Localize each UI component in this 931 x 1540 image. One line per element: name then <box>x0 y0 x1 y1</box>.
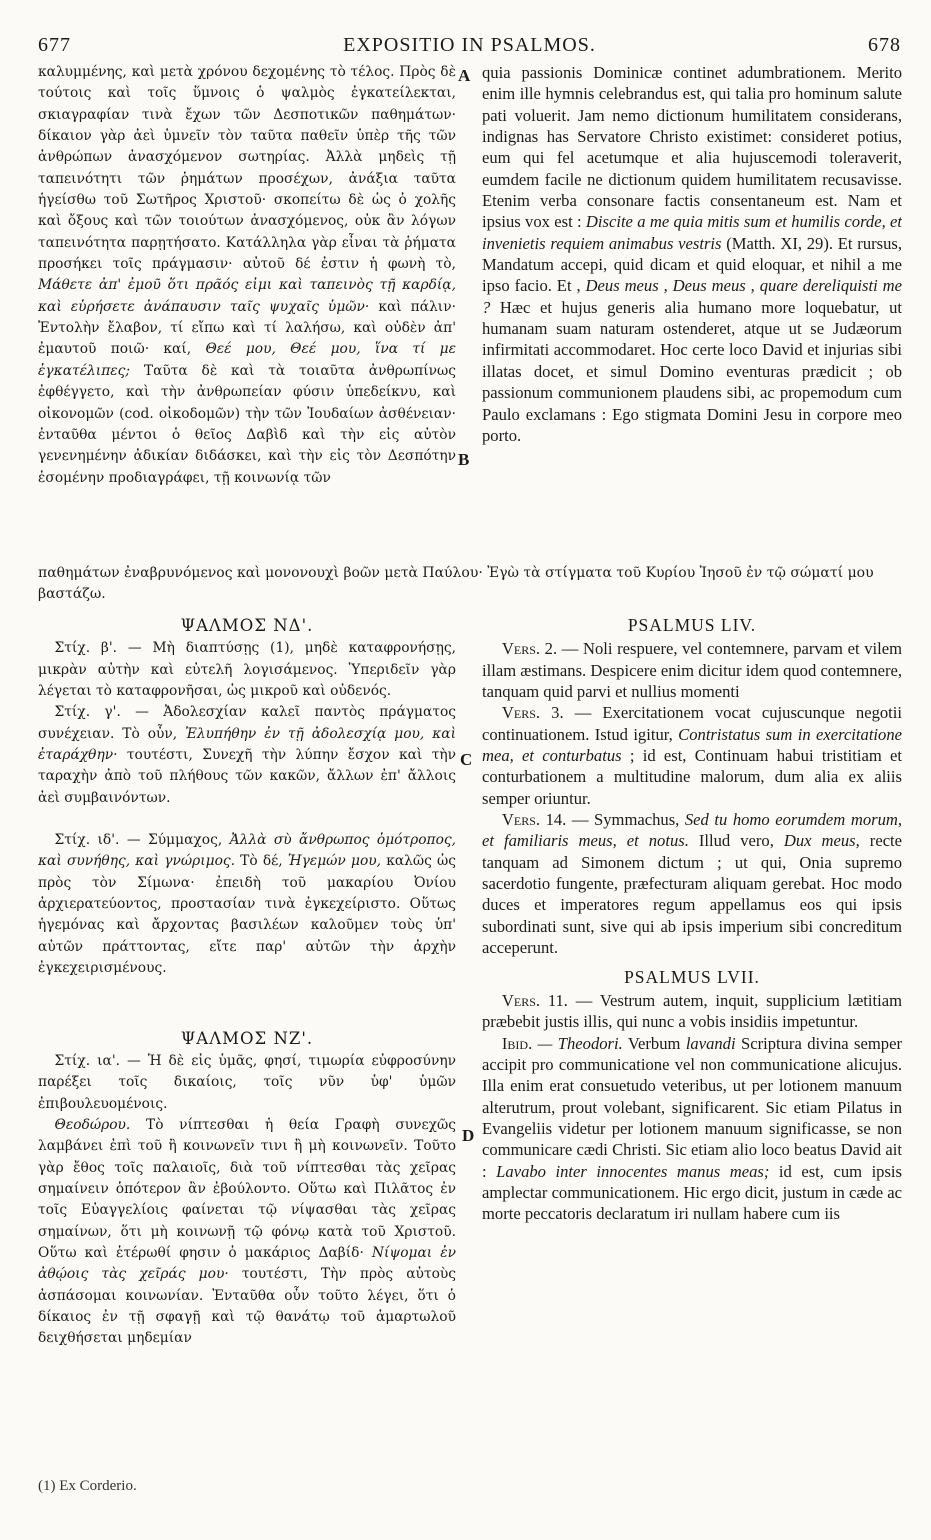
greek-column-bottom <box>38 607 456 1467</box>
greek-paragraph-intro: καλυμμένης, καὶ μετὰ χρόνου δεχομένης τὸ τέλος. Πρὸς δὲ τούτοις καὶ τοῖς ὕμνοις ὁ ψαλμὸς ἐγκατείλεκται, σκιαγραφίαν τινὰ ἔχων τῶν Δεσποτικῶν παθημάτων· δίκαιον γὰρ ἀεὶ ὑμνεῖν τὸν ταῦτα παθεῖν ὑπὲρ τῆς τῶν ἀνθρώπων ἀνασχόμενον σωτηρίας. Ἀλλὰ μηδεὶς τῇ ταπεινότητι τῶν ῥημάτων προσέχων, ἀνάξια ταῦτα ἡγείσθω τοῦ Σωτῆρος Χριστοῦ· σκοπείτω δὲ ὡς ὁ χολῆς καὶ ὄξους καὶ τῶν τοιούτων ἀνασχόμενος, οὐκ ἂν λόγων ταπεινότητα παρῃτήσατο. Κατάλληλα γὰρ εἶναι τὰ ῥήματα προσήκει τοῖς πράγμασιν· αὐτοῦ δέ ἐστιν ἡ φωνὴ τὸ, Μάθετε ἀπ' ἐμοῦ ὅτι πρᾶός εἰμι καὶ ταπεινὸς τῇ καρδίᾳ, καὶ εὑρήσετε ἀνάπαυσιν ταῖς ψυχαῖς ὑμῶν· καὶ πάλιν· Ἐντολὴν ἔλαβον, τί εἴπω καὶ τί λαλήσω, καὶ οὐδὲν ἀπ' ἐμαυτοῦ ποιῶ· καί, Θεέ μου, Θεέ μου, ἵνα τί με ἐγκατέλιπες; Ταῦτα δὲ καὶ τὰ τοιαῦτα ἀνθρωπίνως ἐφθέγγετο, καὶ τὴν ἀνθρωπείαν φύσιν ὑπεδείκνυ, καὶ οἰκονομῶν (cod. οἰκοδομῶν) τὴν τῶν Ἰουδαίων ἀσθένειαν· ἐνταῦθα μέντοι ὁ θεῖος Δαβὶδ καὶ τὴν εἰς αὐτὸν γενενημένην ἀδικίαν διδάσκει, καὶ τὴν εἰς τὸν Δεσπότην ἐσομένην προδιαγράφει, τῇ κοινωνίᾳ τῶν <box>38 64 456 486</box>
margin-marker-b: B <box>458 450 470 469</box>
latin-paragraph-intro: quia passionis Dominicæ continet adumbrationem. Merito enim ille hymnis celebrandus est, qui talia pro hominum salute pati voluerit. Jam nemo dictionum humilitatem considerans, indignas has Servatore Christo existimet: consideret potius, eum qui fel acetumque et alia hujuscemodi toleraverit, eumdem facile ne dictionum quidem humilitatem recusavisse. Etenim verba consonare factis consentaneum est. Nam et ipsius vox est : Discite a me quia mitis sum et humilis corde, et invenietis requiem animabus vestris (Matth. XI, 29). Et rursus, Mandatum accepi, quid dicam et quid eloquar, et nihil a me ipso facio. Et , Deus meus , Deus meus , quare dereliquisti me ? Hæc et hujus generis alia humano more loquebatur, ut humanam suam naturam ostenderet, atque ut se Judæorum infirmitati accommodaret. Hoc certe loco David et injurias sibi illatas docet, et simul Domino eventuras prædicit ; ob passionum communionem plaudens sibi, ac propemodum cum Paulo exclamans : Ego stigmata Domini Jesu in corpore meo porto. <box>482 63 902 445</box>
full-width-greek-line: παθημάτων ἐναβρυνόμενος καὶ μονονουχὶ βοῶν μετὰ Παύλου· Ἐγὼ τὰ στίγματα τοῦ Κυρίου Ἰησοῦ ἐν τῷ σώματί μου βαστάζω. <box>38 565 874 603</box>
latin-column-top <box>482 62 902 556</box>
latin-verse-14: Vers. 14. — Symmachus, Sed tu homo eorumdem morum, et familiaris meus, et notus. Illud vero, Dux meus, recte tanquam ad Simonem dictum ; ut qui, Onia supremo sacerdotio fungente, præfecturam aliquam gerebat. Hoc modo duces et imperatores regum appellamus eos qui ipsis subordinati sunt, sive qui ab ipsis imperium sibi concreditum acceperunt. <box>482 810 902 958</box>
page-header <box>38 34 901 58</box>
latin-heading-psalm-57: PSALMUS LVII. <box>624 966 760 987</box>
margin-marker-d: D <box>462 1126 475 1145</box>
footnote: (1) Ex Corderio. <box>38 1478 137 1494</box>
page-number-left: 677 <box>38 34 71 56</box>
latin-heading-psalm-54: PSALMUS LIV. <box>627 615 757 635</box>
latin-ibid-comment: Ibid. — Theodori. Verbum lavandi Scriptura divina semper accipit pro communicatione vel non communicatione alicujus. Illa enim erat consuetudo veteribus, ut per lotionem manuum alterutrum, prout volebant, significarent. Sic etiam Pilatus in Evangeliis videtur per lotionem manuum significasse, se non communicare cædi Christi. Sic etiam alio loco beatus David ait : Lavabo inter innocentes manus meas; id est, cum ipsis amplectar communicationem. Hic ergo dicit, justum in cæde ac morte peccatoris declaratum iri nullam habere cum iis <box>482 1033 902 1224</box>
margin-marker-a: A <box>458 66 471 85</box>
greek-verse-3: Στίχ. γ'. — Ἀδολεσχίαν καλεῖ παντὸς πράγματος συνέχειαν. Τὸ οὖν, Ἐλυπήθην ἐν τῇ ἀδολεσχίᾳ μου, καὶ ἐταράχθην· τουτέστι, Συνεχῆ τὴν λύπην ἔσχον καὶ τὴν ταραχὴν ἀπὸ τοῦ πλήθους τῶν κακῶν, ἄλλων ἐπ' ἄλλοις ἀεὶ συμβαινόντων. <box>38 704 456 806</box>
greek-verse-11: Στίχ. ια'. — Ἡ δὲ εἰς ὑμᾶς, φησί, τιμωρία εὐφροσύνην παρέξει τοῖς δικαίοις, τοῖς νῦν ὑφ' ὑμῶν ἐπιβουλευομένοις. <box>38 1052 456 1112</box>
running-title: EXPOSITIO IN PSALMOS. <box>343 34 596 56</box>
latin-column-bottom <box>482 607 902 1467</box>
greek-heading-psalm-54: ΨΑΛΜΟΣ ΝΔ'. <box>180 616 314 635</box>
margin-marker-c: C <box>460 750 473 769</box>
greek-verse-14: Στίχ. ιδ'. — Σύμμαχος, Ἀλλὰ σὺ ἄνθρωπος ὁμότροπος, καὶ συνήθης, καὶ γνώριμος. Τὸ δέ, Ἡγεμών μου, καλῶς ὡς πρὸς τὸν Σίμωνα· ἐπειδὴ τοῦ μακαρίου Ὀνίου ἀρχιερατεύοντος, προστασίαν τινὰ ἐγκεχείριστο. Οὕτως ἡγεμόνας καὶ ἄρχοντας βασιλέων καλοῦμεν τοὺς ὑπ' αὐτῶν πράττοντας, εἴτε παρ' αὐτῶν τὴν ἀρχὴν ἐγκεχειρισμένους. <box>38 832 456 977</box>
latin-verse-11: Vers. 11. — Vestrum autem, inquit, supplicium lætitiam præbebit justis illis, qui nunc a vobis insidiis impetuntur. <box>482 990 902 1032</box>
greek-theodore-comment: Θεοδώρου. Τὸ νίπτεσθαι ἡ θεία Γραφὴ συνεχῶς λαμβάνει ἐπὶ τοῦ ἢ κοινωνεῖν τινι ἢ μὴ κοινωνεῖν. Τοῦτο γὰρ ἔθος τοῖς παλαιοῖς, διὰ τοῦ νίπτεσθαι τὰς χεῖρας σημαίνειν ὁπότερον ἂν ἐβούλοντο. Οὕτω καὶ Πιλᾶτος ἐν τοῖς Εὐαγγελίοις φαίνεται τῷ νίψασθαι τὰς χεῖρας σημαίνων, ὅτι μὴ κοινωνῇ τῷ φόνῳ κατὰ τοῦ Χριστοῦ. Οὕτω καὶ ἑτέρωθί φησιν ὁ μακάριος Δαβίδ· Νίψομαι ἐν ἀθῴοις τὰς χεῖράς μου· τουτέστι, Τὴν πρὸς αὐτοὺς ἀσπάσομαι κοινωνίαν. Ἐνταῦθα οὖν τοῦτο λέγει, ὅτι ὁ δίκαιος ἐν τῇ σφαγῇ καὶ τῷ θανάτῳ τοῦ ἁμαρτωλοῦ δειχθήσεται μηδεμίαν <box>38 1116 456 1347</box>
page-number-right: 678 <box>868 34 901 56</box>
latin-verse-3: Vers. 3. — Exercitationem vocat cujuscunque negotii continuationem. Istud igitur, Contristatus sum in exercitatione mea, et conturbatus ; id est, Continuam habui tristitiam et conturbationem a multitudine malorum, dum alia ex aliis semper oriuntur. <box>482 703 902 808</box>
greek-heading-psalm-57: ΨΑΛΜΟΣ ΝΖ'. <box>180 1028 314 1048</box>
greek-column-top <box>38 62 456 556</box>
latin-verse-2: Vers. 2. — Noli respuere, vel contemnere, parvam et vilem illam æstimans. Despicere enim dicitur idem quod contemnere, tanquam quid parvi et nullius momenti <box>482 639 902 702</box>
greek-verse-2: Στίχ. β'. — Μὴ διαπτύσῃς (1), μηδὲ καταφρονήσῃς, μικρὰν αὐτὴν καὶ εὐτελῆ λογισάμενος. Ὑπεριδεῖν γὰρ λέγεται τὸ καταφρονῆσαι, ὡς μικροῦ καὶ οὐδενός. <box>38 640 456 700</box>
